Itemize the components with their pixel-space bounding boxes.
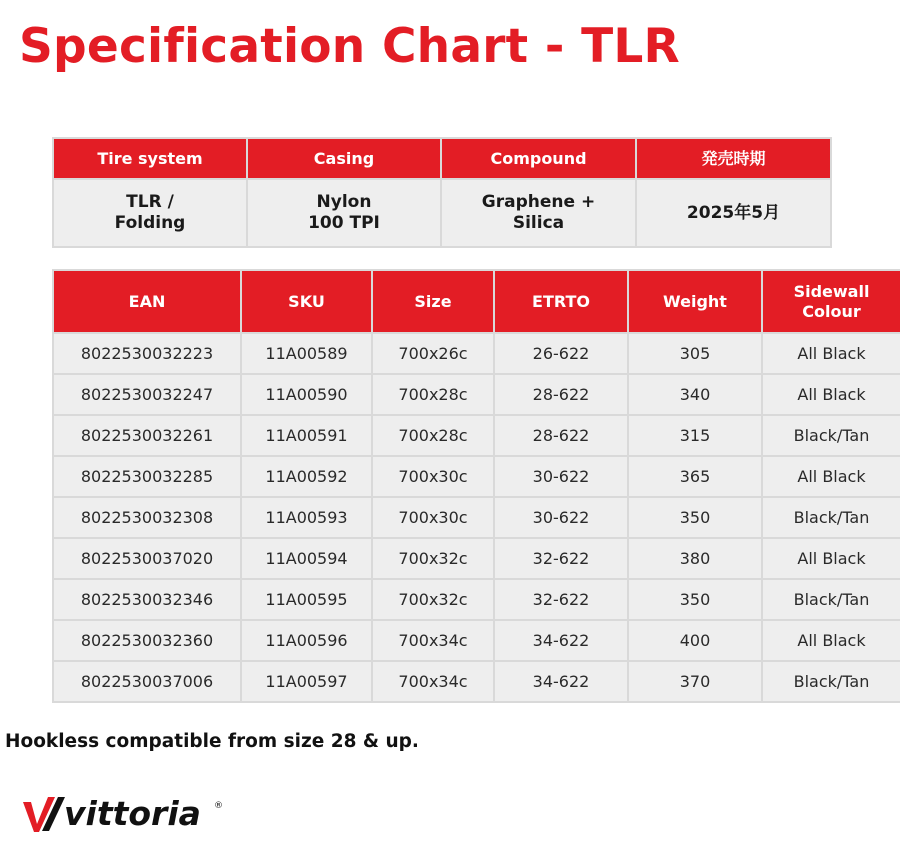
spec-table: [52, 269, 900, 703]
header-etrto: ETRTO: [494, 270, 628, 333]
sku-cell: 11A00593: [241, 497, 372, 538]
sku-cell: 11A00594: [241, 538, 372, 579]
header-weight: Weight: [628, 270, 762, 333]
page-title: Specification Chart - TLR: [19, 19, 680, 74]
size-cell: 700x26c: [372, 333, 494, 374]
size-cell: 700x32c: [372, 538, 494, 579]
size-cell: 700x30c: [372, 497, 494, 538]
etrto-cell: 30-622: [494, 497, 628, 538]
weight-cell: 380: [628, 538, 762, 579]
sidewall-colour-cell: All Black: [762, 456, 900, 497]
sidewall-colour-cell: Black/Tan: [762, 579, 900, 620]
weight-cell: 370: [628, 661, 762, 702]
header-sku: SKU: [241, 270, 372, 333]
sku-cell: 11A00597: [241, 661, 372, 702]
ean-cell: 8022530032308: [53, 497, 241, 538]
vittoria-mark-icon: [23, 797, 65, 832]
ean-cell: 8022530037006: [53, 661, 241, 702]
size-cell: 700x28c: [372, 374, 494, 415]
ean-cell: 8022530032285: [53, 456, 241, 497]
sidewall-colour-cell: All Black: [762, 538, 900, 579]
header-casing: Casing: [247, 138, 441, 179]
etrto-cell: 26-622: [494, 333, 628, 374]
weight-cell: 350: [628, 579, 762, 620]
sidewall-colour-cell: All Black: [762, 374, 900, 415]
spec-table-body: [53, 333, 900, 702]
weight-cell: 350: [628, 497, 762, 538]
header-sidewall-colour: Sidewall Colour: [762, 270, 900, 333]
header-size: Size: [372, 270, 494, 333]
ean-cell: 8022530037020: [53, 538, 241, 579]
table-row: [53, 415, 900, 456]
weight-cell: 315: [628, 415, 762, 456]
weight-cell: 400: [628, 620, 762, 661]
sku-cell: 11A00590: [241, 374, 372, 415]
spec-header-row: [53, 270, 900, 333]
footnote: Hookless compatible from size 28 & up.: [5, 731, 419, 752]
size-cell: 700x32c: [372, 579, 494, 620]
overview-table: [52, 137, 832, 248]
sidewall-colour-cell: All Black: [762, 333, 900, 374]
tire-system-value: TLR / Folding: [53, 179, 247, 247]
etrto-cell: 34-622: [494, 620, 628, 661]
ean-cell: 8022530032360: [53, 620, 241, 661]
weight-cell: 365: [628, 456, 762, 497]
table-row: [53, 456, 900, 497]
header-release-date: 発売時期: [636, 138, 831, 179]
table-row: [53, 620, 900, 661]
weight-cell: 340: [628, 374, 762, 415]
etrto-cell: 28-622: [494, 415, 628, 456]
sku-cell: 11A00589: [241, 333, 372, 374]
header-compound: Compound: [441, 138, 636, 179]
logo-registered-mark: ®: [214, 801, 223, 811]
compound-value: Graphene + Silica: [441, 179, 636, 247]
etrto-cell: 32-622: [494, 538, 628, 579]
etrto-cell: 34-622: [494, 661, 628, 702]
release-date-value: 2025年5月: [636, 179, 831, 247]
overview-header-row: [53, 138, 831, 179]
size-cell: 700x30c: [372, 456, 494, 497]
sidewall-colour-cell: All Black: [762, 620, 900, 661]
size-cell: 700x28c: [372, 415, 494, 456]
table-row: [53, 661, 900, 702]
logo-wordmark: vittoria: [64, 794, 201, 833]
header-tire-system: Tire system: [53, 138, 247, 179]
casing-value: Nylon 100 TPI: [247, 179, 441, 247]
ean-cell: 8022530032247: [53, 374, 241, 415]
sku-cell: 11A00595: [241, 579, 372, 620]
sidewall-colour-cell: Black/Tan: [762, 497, 900, 538]
ean-cell: 8022530032346: [53, 579, 241, 620]
weight-cell: 305: [628, 333, 762, 374]
etrto-cell: 30-622: [494, 456, 628, 497]
sidewall-colour-cell: Black/Tan: [762, 661, 900, 702]
etrto-cell: 32-622: [494, 579, 628, 620]
table-row: [53, 333, 900, 374]
size-cell: 700x34c: [372, 661, 494, 702]
overview-value-row: [53, 179, 831, 247]
sku-cell: 11A00592: [241, 456, 372, 497]
vittoria-logo: [20, 791, 230, 837]
ean-cell: 8022530032223: [53, 333, 241, 374]
sku-cell: 11A00596: [241, 620, 372, 661]
sidewall-colour-cell: Black/Tan: [762, 415, 900, 456]
ean-cell: 8022530032261: [53, 415, 241, 456]
sku-cell: 11A00591: [241, 415, 372, 456]
table-row: [53, 497, 900, 538]
header-ean: EAN: [53, 270, 241, 333]
table-row: [53, 579, 900, 620]
table-row: [53, 374, 900, 415]
size-cell: 700x34c: [372, 620, 494, 661]
table-row: [53, 538, 900, 579]
etrto-cell: 28-622: [494, 374, 628, 415]
